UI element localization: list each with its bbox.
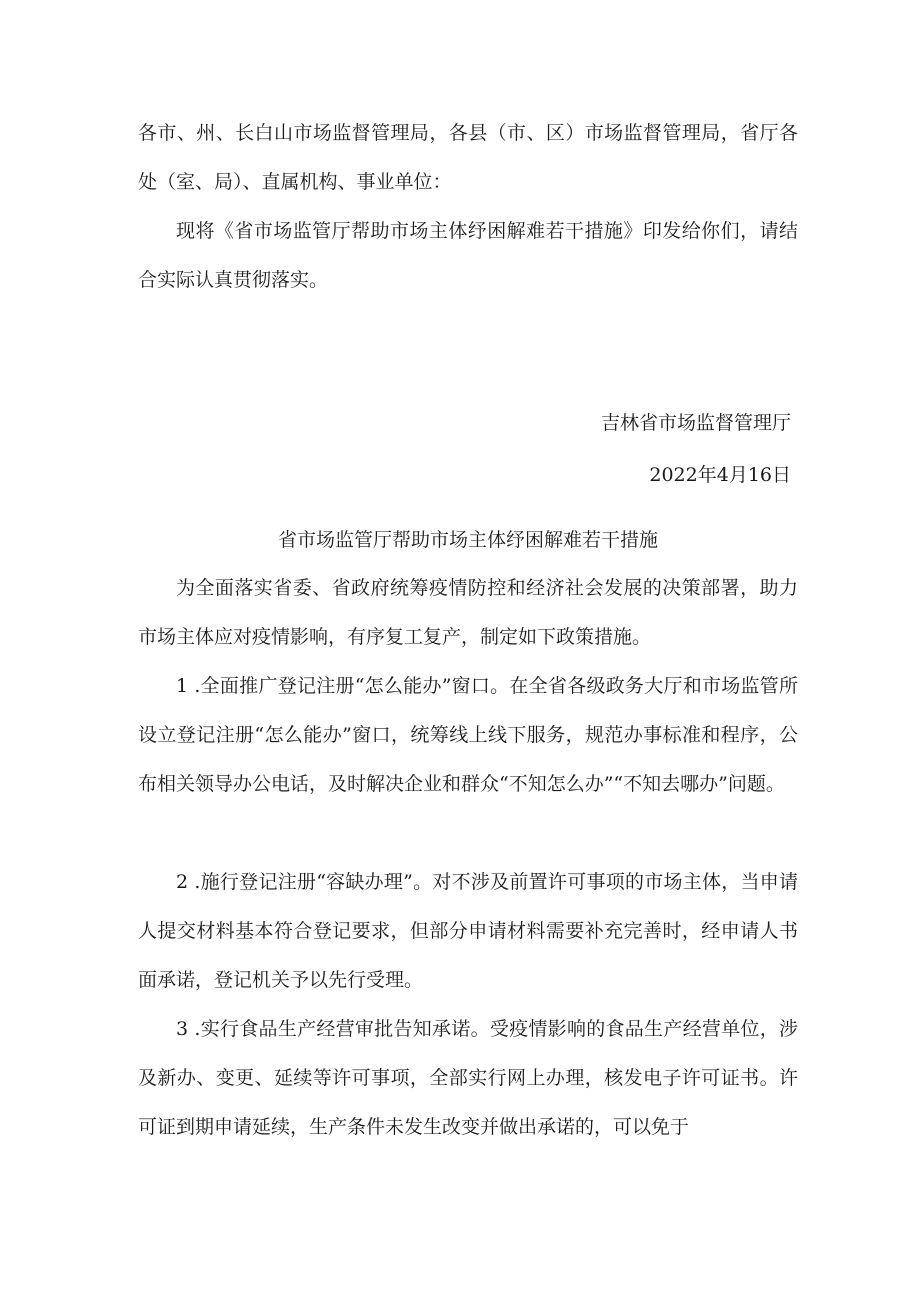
notice-paragraph: 现将《省市场监管厅帮助市场主体纾困解难若干措施》印发给你们，请结合实际认真贯彻落实。 [138,220,798,291]
issue-date: 2022年4月16日 [649,464,791,486]
issuer-name: 吉林省市场监督管理厅 [600,412,791,434]
document-title: 省市场监管厅帮助市场主体纾困解难若干措施 [277,529,658,551]
intro-paragraph: 为全面落实省委、省政府统筹疫情防控和经济社会发展的决策部署，助力市场主体应对疫情影响，有序复工复产，制定如下政策措施。 [138,577,798,648]
measure-item: 2 .施行登记注册“容缺办理”。对不涉及前置许可事项的市场主体，当申请人提交材料基本符合登记要求，但部分申请材料需要补充完善时，经申请人书面承诺，登记机关予以先行受理。 [138,871,798,991]
measure-item: 3 .实行食品生产经营审批告知承诺。受疫情影响的食品生产经营单位，涉及新办、变更、延续等许可事项，全部实行网上办理，核发电子许可证书。许可证到期申请延续，生产条件未发生改变并做出承诺的，可以免于 [138,1018,798,1138]
salutation: 各市、州、长白山市场监督管理局，各县（市、区）市场监督管理局，省厅各处（室、局）、直属机构、事业单位： [138,122,798,193]
measure-item: 1 .全面推广登记注册“怎么能办”窗口。在全省各级政务大厅和市场监管所设立登记注册“怎么能办”窗口，统筹线上线下服务，规范办事标准和程序，公布相关领导办公电话，及时解决企业和群众“不知怎么办”“不知去哪办”问题。 [138,675,798,795]
